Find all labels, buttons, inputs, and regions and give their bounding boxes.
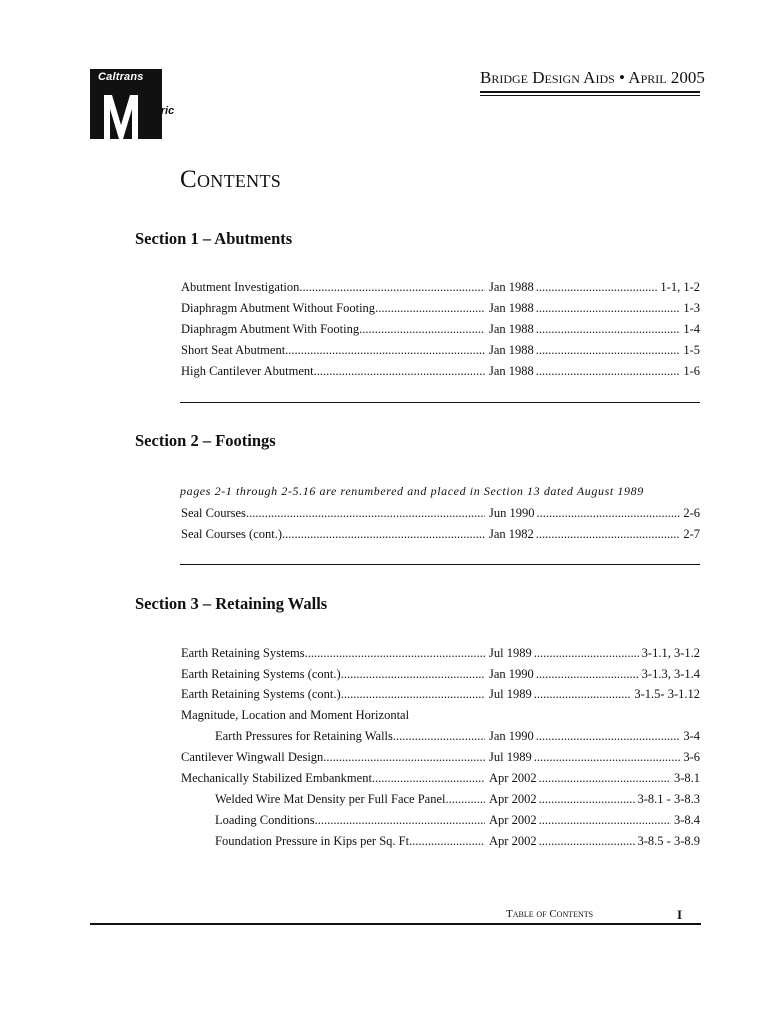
toc-entry[interactable]: High Cantilever Abutment ..... Jan 1988 ..... 1-6 (181, 364, 700, 381)
toc-subentry[interactable]: Foundation Pressure in Kips per Sq. Ft. ..... Apr 2002 ..... 3-8.5 - 3-8.9 (215, 834, 700, 851)
toc-entry[interactable]: Seal Courses ..... Jun 1990 ..... 2-6 (181, 506, 700, 523)
section-heading: Section 3 – Retaining Walls (135, 594, 328, 613)
toc-entry[interactable]: Earth Retaining Systems (cont.) ..... Jan 1990 ..... 3-1.3, 3-1.4 (181, 667, 700, 684)
toc-entry[interactable]: Diaphragm Abutment With Footing ..... Jan 1988 ..... 1-4 (181, 322, 700, 339)
toc-entry[interactable]: Mechanically Stabilized Embankment ..... Apr 2002 ..... 3-8.1 (181, 771, 700, 788)
toc-entry[interactable]: Earth Retaining Systems ..... Jul 1989 ..... 3-1.1, 3-1.2 (181, 646, 700, 663)
toc-subentry[interactable]: Welded Wire Mat Density per Full Face Panel ..... Apr 2002 ..... 3-8.1 - 3-8.3 (215, 792, 700, 809)
toc-entry[interactable]: Seal Courses (cont.) ..... Jan 1982 ..... 2-7 (181, 527, 700, 544)
section-divider (180, 402, 700, 403)
header-rule-thin (480, 95, 700, 96)
toc-entry[interactable]: Earth Pressures for Retaining Walls ..... Jan 1990 ..... 3-4 (215, 729, 700, 746)
caltrans-metric-logo (90, 69, 175, 139)
toc-entry[interactable]: Abutment Investigation ..... Jan 1988 ..... 1-1, 1-2 (181, 280, 700, 297)
running-footer: Table of Contents (506, 908, 594, 920)
toc-subentry[interactable]: Loading Conditions ..... Apr 2002 ..... 3-8.4 (215, 813, 700, 830)
footer-rule (90, 923, 701, 925)
toc-entry[interactable]: Diaphragm Abutment Without Footing ..... Jan 1988 ..... 1-3 (181, 301, 700, 318)
section-heading: Section 2 – Footings (135, 431, 276, 450)
running-header: Bridge Design Aids • April 2005 (480, 68, 705, 87)
page-number: I (677, 907, 683, 922)
section-heading: Section 1 – Abutments (135, 229, 293, 248)
toc-entry-heading: Magnitude, Location and Moment Horizontal (181, 708, 410, 722)
toc-entry[interactable]: Earth Retaining Systems (cont.) ..... Jul 1989 ..... 3-1.5- 3-1.12 (181, 687, 700, 704)
toc-entry[interactable]: Cantilever Wingwall Design ..... Jul 1989 ..... 3-6 (181, 750, 700, 767)
logo-brand: Caltrans (98, 71, 144, 83)
page-title: Contents (180, 166, 282, 193)
section-note: pages 2-1 through 2-5.16 are renumbered and placed in Section 13 dated August 1989 (180, 484, 644, 498)
header-rule (480, 91, 700, 93)
logo-suffix: etric (151, 105, 175, 117)
toc-entry[interactable]: Short Seat Abutment ..... Jan 1988 ..... 1-5 (181, 343, 700, 360)
section-divider (180, 564, 700, 565)
